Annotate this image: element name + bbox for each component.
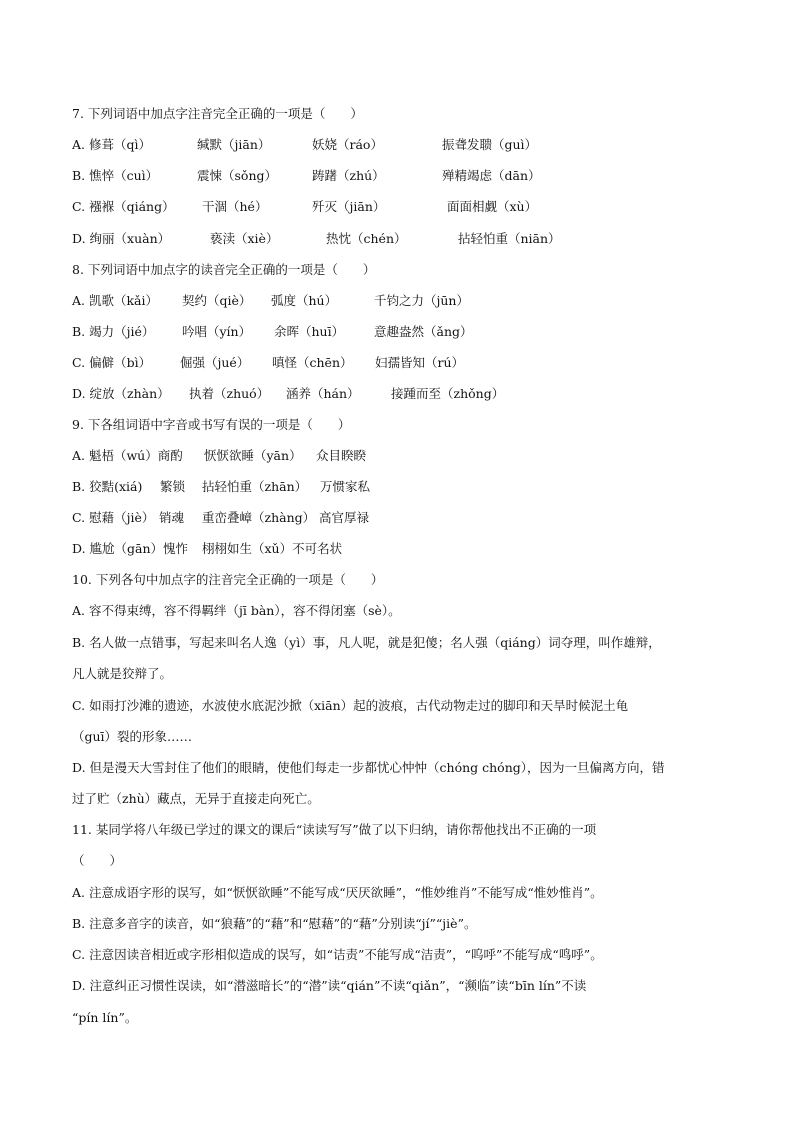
q8-b-item-2: 吟唱（yín） <box>182 324 252 339</box>
q9-d-item-2: 栩栩如生（xǔ）不可名状 <box>202 541 343 556</box>
q10-stem: 10. 下列各句中加点字的注音完全正确的一项是（ ） <box>72 572 384 587</box>
q9-a-item-3: 众目睽睽 <box>316 448 367 463</box>
q7-option-a[interactable] <box>72 137 537 153</box>
q9-d-item-1: D. 尴尬（gān）愧怍 <box>72 541 189 556</box>
q8-a-item-3: 弧度（hú） <box>271 293 338 308</box>
q7-a-item-4: 振聋发聩（guì） <box>442 137 538 152</box>
q8-a-item-1: A. 凯歌（kǎi） <box>72 293 158 308</box>
q9-c-item-4: 高官厚禄 <box>319 510 370 525</box>
q7-option-c[interactable] <box>72 199 537 215</box>
q9-option-c[interactable] <box>72 510 369 526</box>
q8-a-item-4: 千钧之力（jūn） <box>374 293 469 308</box>
q9-option-b[interactable] <box>72 479 370 495</box>
q8-d-item-3: 涵养（hán） <box>286 386 360 401</box>
q7-a-item-1: A. 修葺（qì） <box>72 137 151 152</box>
q7-b-item-2: 震悚（sǒng） <box>197 168 277 183</box>
q8-d-item-2: 执着（zhuó） <box>189 386 270 401</box>
q10-option-b-continued: 凡人就是狡辩了。 <box>72 666 173 681</box>
q8-b-item-4: 意趣盎然（ǎng） <box>374 324 473 339</box>
q9-option-a[interactable] <box>72 448 366 464</box>
q9-b-item-2: 繁锁 <box>160 479 186 494</box>
q7-b-item-1: B. 憔悴（cuì） <box>72 168 159 183</box>
q8-stem: 8. 下列词语中加点字的读音完全正确的一项是（ ） <box>72 262 376 277</box>
q10-option-c-continued: （guī）裂的形象…… <box>72 729 193 744</box>
q7-c-item-4: 面面相觑（xù） <box>447 199 538 214</box>
q9-b-item-1: B. 狡黠(xiá) <box>72 479 143 494</box>
q9-a-item-2: 恹恹欲睡（yān） <box>204 448 302 463</box>
q7-d-item-2: 亵渎（xiè） <box>210 231 279 246</box>
q7-b-item-4: 殚精竭虑（dān） <box>442 168 541 183</box>
q7-c-item-2: 干涸（hé） <box>202 199 268 214</box>
q7-stem: 7. 下列词语中加点字注音完全正确的一项是（ ） <box>72 106 363 121</box>
q7-d-item-3: 热忱（chén） <box>326 231 407 246</box>
q8-c-item-3: 嗔怪（chēn） <box>272 355 353 370</box>
q11-option-b[interactable]: B. 注意多音字的读音，如“狼藉”的“藉”和“慰藉”的“藉”分别读“jí”“jiè”。 <box>72 916 477 931</box>
q8-a-item-2: 契约（qiè） <box>182 293 252 308</box>
q10-option-c[interactable]: C. 如雨打沙滩的遗迹，水波使水底泥沙掀（xiān）起的波痕，古代动物走过的脚印和天旱时候泥土龟 <box>72 698 629 713</box>
q8-option-b[interactable] <box>72 324 473 340</box>
q8-c-item-4: 妇孺皆知（rú） <box>375 355 465 370</box>
q7-a-item-3: 妖娆（ráo） <box>312 137 383 152</box>
q8-c-item-2: 倔强（jué） <box>180 355 250 370</box>
q7-d-item-1: D. 绚丽（xuàn） <box>72 231 171 246</box>
q7-b-item-3: 踌躇（zhú） <box>312 168 385 183</box>
q10-option-b[interactable]: B. 名人做一点错事，写起来叫名人逸（yì）事，凡人呢，就是犯傻；名人强（qiáng）词夺理，叫作雄辩， <box>72 635 661 650</box>
q8-option-d[interactable] <box>72 386 504 402</box>
q7-a-item-2: 缄默（jiān） <box>197 137 271 152</box>
q8-c-item-1: C. 偏僻（bì） <box>72 355 152 370</box>
q8-b-item-1: B. 竭力（jié） <box>72 324 155 339</box>
q8-option-a[interactable] <box>72 293 469 309</box>
q11-stem: 11. 某同学将八年级已学过的课文的课后“读读写写”做了以下归纳，请你帮他找出不正确的一项 <box>72 822 597 837</box>
q9-c-item-3: 重峦叠嶂（zhàng） <box>202 510 316 525</box>
q11-option-a[interactable]: A. 注意成语字形的误写，如“恹恹欲睡”不能写成“厌厌欲睡”，“惟妙维肖”不能写成“惟妙惟肖”。 <box>72 885 603 900</box>
q7-option-d[interactable] <box>72 231 561 247</box>
q9-stem: 9. 下各组词语中字音或书写有误的一项是（ ） <box>72 417 351 432</box>
q10-option-d[interactable]: D. 但是漫天大雪封住了他们的眼睛，使他们每走一步都忧心忡忡（chóng chóng），因为一旦偏离方向，错 <box>72 760 665 775</box>
q9-c-item-1: C. 慰藉（jiè） <box>72 510 155 525</box>
q9-b-item-3: 拈轻怕重（zhān） <box>202 479 308 494</box>
q7-c-item-1: C. 襁褓（qiáng） <box>72 199 175 214</box>
q8-d-item-4: 接踵而至（zhǒng） <box>391 386 505 401</box>
q9-c-item-2: 销魂 <box>159 510 185 525</box>
q10-option-d-continued: 过了贮（zhù）藏点，无异于直接走向死亡。 <box>72 791 320 806</box>
q11-option-d[interactable]: D. 注意纠正习惯性误读，如“潜滋暗长”的“潜”读“qián”不读“qiǎn”，“濒临”读“bīn lín”不读 <box>72 978 587 993</box>
q7-option-b[interactable] <box>72 168 541 184</box>
q9-option-d[interactable] <box>72 541 342 557</box>
q9-a-item-1: A. 魁梧（wú）商酌 <box>72 448 183 463</box>
q11-stem-continued: （ ） <box>72 853 123 868</box>
q10-option-a[interactable]: A. 容不得束缚，容不得羁绊（jī bàn），容不得闭塞（sè）。 <box>72 603 401 618</box>
q8-option-c[interactable] <box>72 355 464 371</box>
q11-option-d-continued: “pín lín”。 <box>72 1010 138 1025</box>
q7-d-item-4: 拈轻怕重（niān） <box>458 231 561 246</box>
q11-option-c[interactable]: C. 注意因读音相近或字形相似造成的误写，如“诘责”不能写成“洁责”，“呜呼”不能写成“鸣呼”。 <box>72 947 603 962</box>
q8-b-item-3: 余晖（huī） <box>274 324 345 339</box>
q9-b-item-4: 万惯家私 <box>320 479 371 494</box>
q8-d-item-1: D. 绽放（zhàn） <box>72 386 170 401</box>
q7-c-item-3: 歼灭（jiān） <box>312 199 386 214</box>
